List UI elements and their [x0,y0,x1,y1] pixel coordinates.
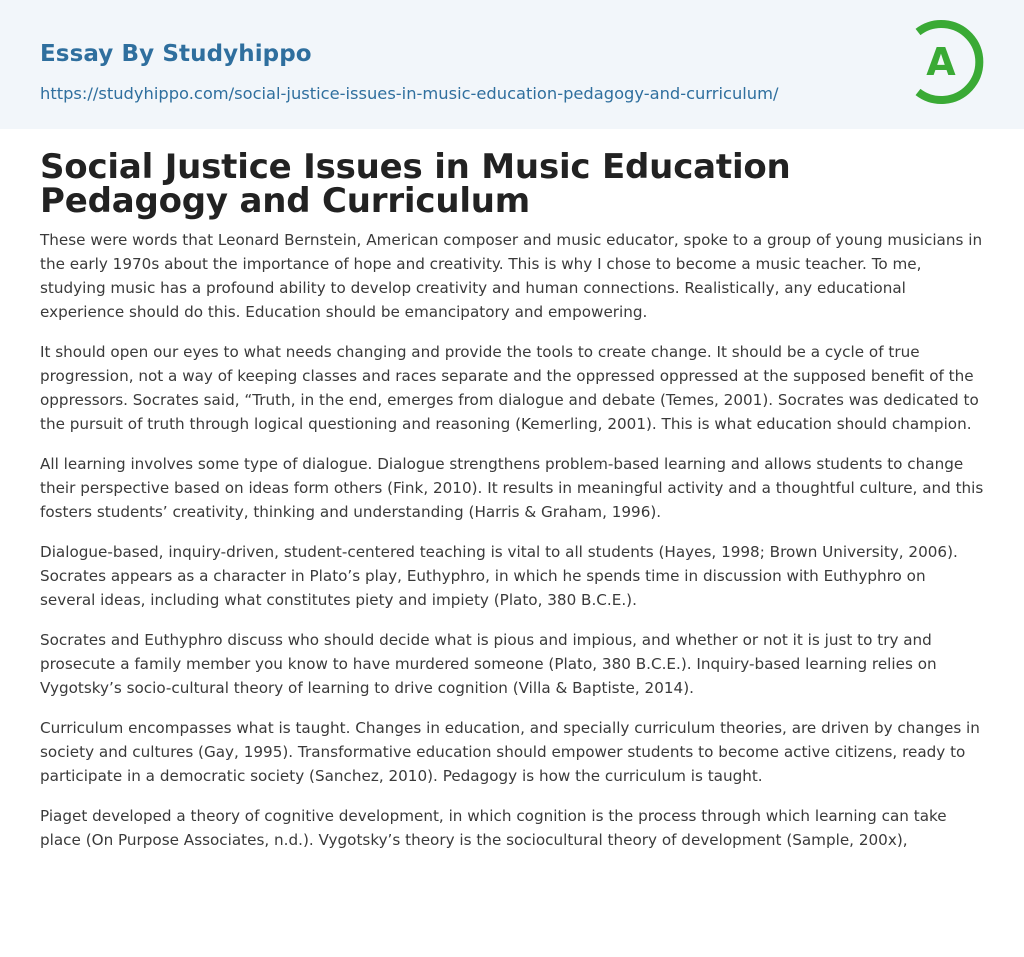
paragraph: These were words that Leonard Bernstein, American composer and music educator, spoke to a group of young musicians in the early 1970s about the importance of hope and creativity. This is why I chose to become a music teacher. To me, studying music has a profound ability to develop creativity and human connections. Realistically, any educational experience should do this. Education should be emancipatory and empowering. [40,231,983,321]
paragraph: All learning involves some type of dialogue. Dialogue strengthens problem-based learning and allows students to change their perspective based on ideas form others (Fink, 2010). It results in meaningful activity and a thoughtful culture, and this fosters students’ creativity, thinking and understanding (Harris & Graham, 1996). [40,455,984,521]
page-title: Social Justice Issues in Music Education Pedagogy and Curriculum [40,147,791,221]
logo-letter: A [926,40,956,84]
studyhippo-logo-icon[interactable] [910,18,988,106]
paragraph: Piaget developed a theory of cognitive development, in which cognition is the process through which learning can take place (On Purpose Associates, n.d.). Vygotsky’s theory is the sociocultural theory of development (Sample, 200x), [40,807,947,849]
paragraph: Socrates and Euthyphro discuss who should decide what is pious and impious, and whether or not it is just to try and prosecute a family member you know to have murdered someone (Plato, 380 B.C.E.). Inquiry-based learning relies on Vygotsky’s socio-cultural theory of learning to drive cognition (Villa & Baptiste, 2014). [40,631,937,697]
brand-title[interactable]: Essay By Studyhippo [40,41,312,67]
source-url-link[interactable]: https://studyhippo.com/social-justice-issues-in-music-education-pedagogy-and-curriculum/ [40,84,779,103]
paragraph: Curriculum encompasses what is taught. Changes in education, and specially curriculum theories, are driven by changes in society and cultures (Gay, 1995). Transformative education should empower students to become active citizens, ready to participate in a democratic society (Sanchez, 2010). Pedagogy is how the curriculum is taught. [40,719,980,785]
paragraph: Dialogue-based, inquiry-driven, student-centered teaching is vital to all students (Hayes, 1998; Brown University, 2006). Socrates appears as a character in Plato’s play, Euthyphro, in which he spends time in discussion with Euthyphro on several ideas, including what constitutes piety and impiety (Plato, 380 B.C.E.). [40,543,958,609]
article-body [40,228,984,868]
site-header [0,0,1024,129]
paragraph: It should open our eyes to what needs changing and provide the tools to create change. It should be a cycle of true progression, not a way of keeping classes and races separate and the oppressed oppressed at the supposed benefit of the oppressors. Socrates said, “Truth, in the end, emerges from dialogue and debate (Temes, 2001). Socrates was dedicated to the pursuit of truth through logical questioning and reasoning (Kemerling, 2001). This is what education should champion. [40,343,979,433]
